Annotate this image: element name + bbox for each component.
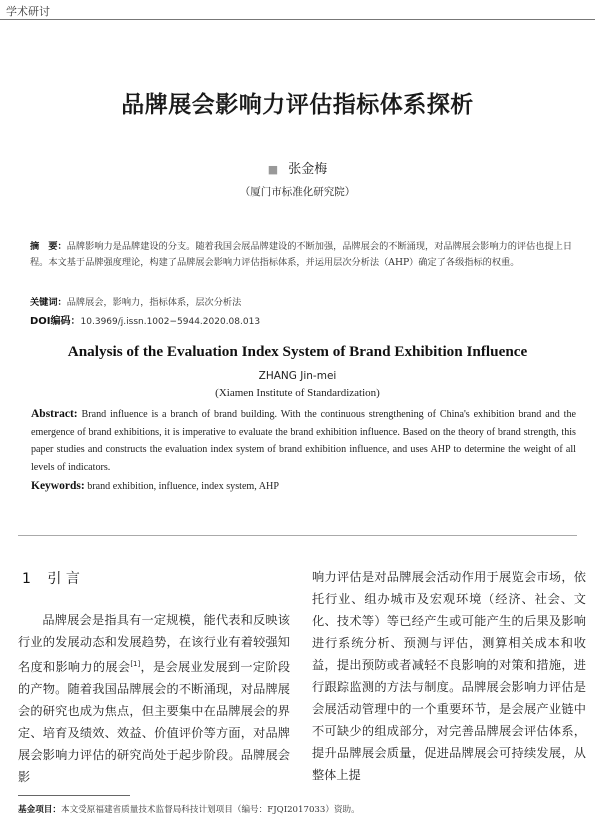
footnote-rule xyxy=(18,795,130,796)
doi-label: DOI编码： xyxy=(30,316,81,327)
body-left-column xyxy=(18,609,290,788)
english-author: ZHANG Jin-mei xyxy=(258,370,337,382)
keywords-zh-text: 品牌展会，影响力，指标体系，层次分析法 xyxy=(66,297,242,308)
english-title: Analysis of the Evaluation Index System of Brand Exhibition Influence xyxy=(67,343,528,360)
keywords-zh-label: 关键词： xyxy=(30,297,67,308)
keywords-zh xyxy=(30,294,575,308)
author-marker: ■ xyxy=(267,163,279,176)
abstract-en xyxy=(31,406,576,476)
author-name: 张金梅 xyxy=(288,162,328,177)
citation-ref: [1] xyxy=(130,660,141,668)
keywords-en-text: brand exhibition, influence, index system, AHP xyxy=(87,481,279,492)
header-rule xyxy=(0,19,595,20)
body-left-text-a: 品牌展会是指具有一定规模，能代表和反映该行业的发展动态和发展趋势，在该行业有着较强知名度和影响力的展会 xyxy=(18,613,290,675)
author-affiliation: （厦门市标准化研究院） xyxy=(239,186,356,198)
section-heading xyxy=(22,568,80,588)
abstract-en-text: Brand influence is a branch of brand building. With the continuous strengthening of China's exhibition brand and the emergence of brand exhibitions, it is imperative to evaluate the brand exhibition influence. Based on the theory of brand strength, this paper studies and constructs the evaluation index system of brand exhibition influence, and uses AHP to determine the weight of all levels of indicators. xyxy=(31,409,576,473)
body-right-column: 响力评估是对品牌展会活动作用于展览会市场，依托行业、组办城市及宏观环境（经济、社会、文化、技术等）等已经产生或可能产生的后果及影响进行系统分析、预测与评估，测算相关成本和收益，提出预防或者减轻不良影响的对策和措施，进行跟踪监测的方法与制度。品牌展会影响力评估是会展活动管理中的一个重要环节，是会展产业链中不可缺少的组成部分，对完善品牌展会评估体系，提升品牌展会质量，促进品牌展会可持续发展，从整体上提 xyxy=(312,570,586,782)
abstract-divider xyxy=(18,535,577,536)
keywords-en-label: Keywords: xyxy=(31,480,85,492)
section-number: 1 xyxy=(22,571,31,587)
abstract-zh-label: 摘 要： xyxy=(30,241,67,252)
footnote-label: 基金项目： xyxy=(18,805,61,815)
footnote xyxy=(18,803,588,815)
abstract-zh xyxy=(30,239,575,271)
section-title: 引 言 xyxy=(47,571,80,587)
footnote-text: 本文受原福建省质量技术监督局科技计划项目（编号：FJQI2017033）资助。 xyxy=(60,805,360,815)
body-left-text-b: ，是会展业发展到一定阶段的产物。随着我国品牌展会的不断涌现，对品牌展会的研究也成为焦点，但主要集中在品牌展会的界定、培育及绩效、效益、价值评价等方面，对品牌展会影响力评估的研究尚处于起步阶段。品牌展会影 xyxy=(18,660,291,785)
running-header: 学术研讨 xyxy=(6,5,50,18)
abstract-en-label: Abstract: xyxy=(31,408,78,420)
doi-line xyxy=(30,312,575,327)
keywords-en xyxy=(31,480,576,492)
doi-value: 10.3969/j.issn.1002−5944.2020.08.013 xyxy=(80,317,261,327)
page-title: 品牌展会影响力评估指标体系探析 xyxy=(121,92,474,118)
author-line xyxy=(0,158,595,177)
abstract-zh-text: 品牌影响力是品牌建设的分支。随着我国会展品牌建设的不断加强，品牌展会的不断涌现，对品牌展会影响力的评估也提上日程。本文基于品牌强度理论，构建了品牌展会影响力评估指标体系，并运用层次分析法（AHP）确定了各级指标的权重。 xyxy=(30,241,573,268)
english-affiliation: (Xiamen Institute of Standardization) xyxy=(215,387,380,399)
